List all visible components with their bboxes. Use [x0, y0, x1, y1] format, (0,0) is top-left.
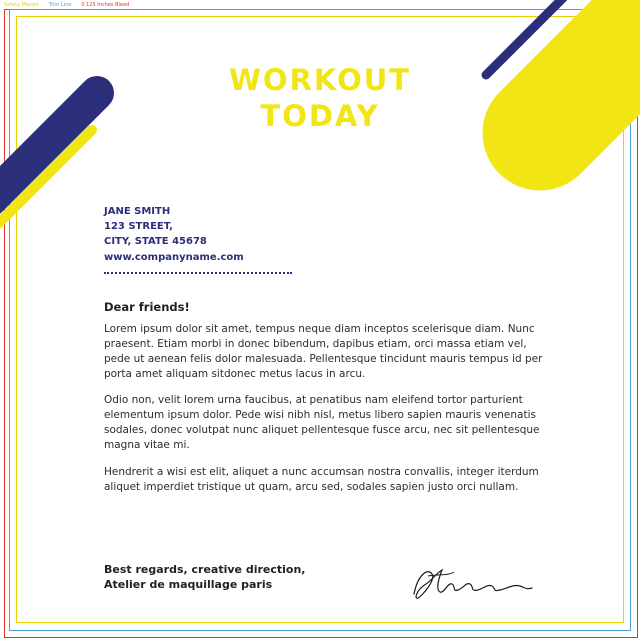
paragraph-line: magna vitae mi.: [104, 439, 190, 451]
paragraph-line: praesent. Etiam morbi in donec bibendum, dapibus etiam, orci massa etiam vel,: [104, 338, 527, 350]
title-line-1: WORKOUT: [228, 63, 412, 97]
website-link[interactable]: www.companyname.com: [104, 252, 244, 263]
paragraph-line: Lorem ipsum dolor sit amet, tempus neque diam inceptos scelerisque diam. Nunc: [104, 323, 535, 335]
trim-line-label: Trim Line: [48, 2, 72, 8]
signature-icon: [408, 560, 540, 604]
dotted-divider: [104, 272, 292, 274]
paragraph-line: sodales, donec volutpat nunc aliquet pellentesque fusce arcu, nec sit pellentesque: [104, 424, 540, 436]
paragraph-3: [104, 465, 544, 495]
title-line-2: TODAY: [260, 99, 380, 133]
bleed-label: 0.125 Inches Bleed: [81, 2, 130, 8]
paragraph-line: pede ut aenean felis dolor malesuada. Pellentesque tincidunt mauris tempus id per: [104, 353, 543, 365]
greeting: Dear friends!: [104, 300, 190, 314]
sender-address: [104, 204, 207, 249]
paragraph-1: [104, 322, 544, 382]
sender-city-state: CITY, STATE 45678: [104, 236, 207, 247]
paragraph-line: elementum ipsum dolor. Pede wisi nibh nisl, metus libero sapien mauris venenatis: [104, 409, 536, 421]
safety-margin-label: Safety Margin: [4, 2, 39, 8]
paragraph-2: [104, 393, 544, 453]
sender-street: 123 STREET,: [104, 221, 173, 232]
right-yellow-blob: [540, 13, 640, 133]
paragraph-line: Hendrerit a wisi est elit, aliquet a nunc accumsan nostra convallis, integer iterdum: [104, 466, 539, 478]
closing: [104, 562, 305, 592]
closing-line-2: Atelier de maquillage paris: [104, 578, 273, 591]
paragraph-line: Odio non, velit lorem urna faucibus, at penatibus nam eleifend tortor parturient: [104, 394, 523, 406]
sender-name: JANE SMITH: [104, 206, 171, 217]
paragraph-line: porta amet aliquam sitdonec metus lacus in arcu.: [104, 368, 366, 380]
page-title: [200, 62, 440, 134]
paragraph-line: aliquet imperdiet tristique ut quam, arcu sed, sodales sapien justo orci nullam.: [104, 481, 519, 493]
closing-line-1: Best regards, creative direction,: [104, 563, 306, 576]
